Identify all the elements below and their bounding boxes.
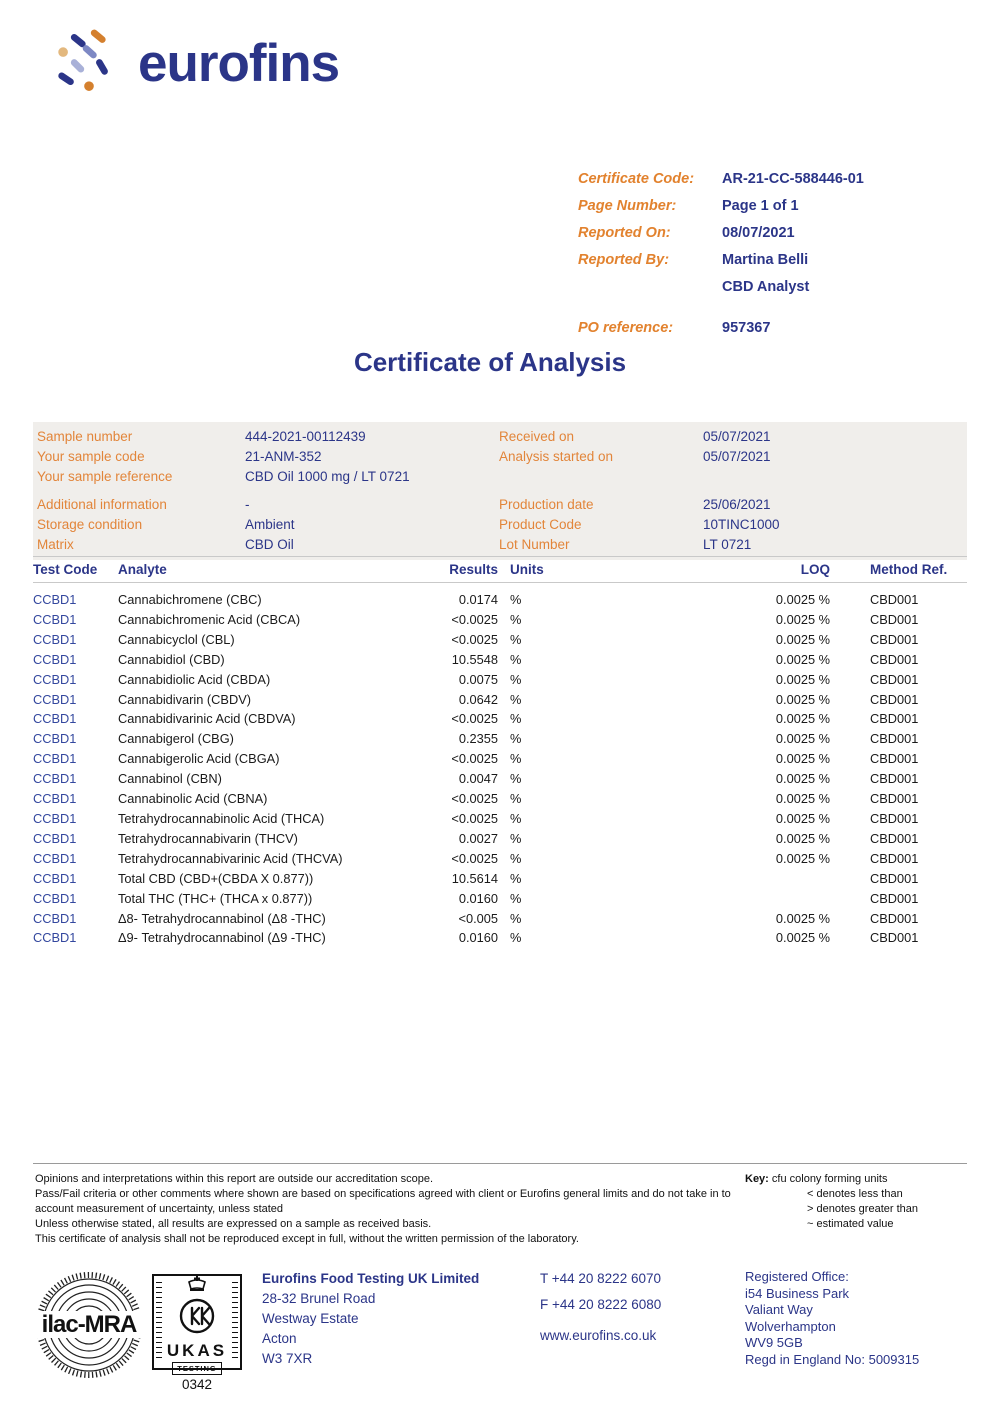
company-address-line: 28-32 Brunel Road xyxy=(262,1291,376,1306)
divider-line xyxy=(33,1163,967,1164)
cell-result: 0.0075 xyxy=(458,671,498,687)
cell-analyte: Tetrahydrocannabivarinic Acid (THCVA) xyxy=(118,850,343,866)
cell-test-code: CCBD1 xyxy=(33,830,77,846)
table-row xyxy=(33,769,967,789)
cell-units: % xyxy=(510,791,522,807)
table-row xyxy=(33,610,967,630)
disclaimer-line: Pass/Fail criteria or other comments where shown are based on specifications agreed with client or Eurofins general limits and do not take in to account measurement of uncertainty, unless stated xyxy=(35,1188,731,1215)
cell-loq: 0.0025 % xyxy=(775,611,830,627)
table-row xyxy=(33,650,967,670)
certificate-meta-row xyxy=(578,247,864,274)
disclaimer-line: Opinions and interpretations within this report are outside our accreditation scope. xyxy=(35,1173,434,1185)
cell-analyte: Cannabicyclol (CBL) xyxy=(118,631,235,647)
cell-result: 0.0027 xyxy=(458,830,498,846)
website-link[interactable]: www.eurofins.co.uk xyxy=(540,1328,657,1343)
info-value-left: 21-ANM-352 xyxy=(245,449,322,464)
header-test-code: Test Code xyxy=(33,562,98,577)
cell-result: <0.0025 xyxy=(451,751,498,767)
phone-number: T +44 20 8222 6070 xyxy=(540,1271,661,1286)
cell-loq xyxy=(543,889,830,909)
cell-units: % xyxy=(510,890,522,906)
cell-units: % xyxy=(510,711,522,727)
results-table-header xyxy=(33,556,967,583)
cell-units: % xyxy=(510,830,522,846)
info-value-right: LT 0721 xyxy=(703,537,752,552)
cell-test-code: CCBD1 xyxy=(33,810,77,826)
cell-analyte: Tetrahydrocannabivarin (THCV) xyxy=(118,830,298,846)
contact-info xyxy=(540,1271,661,1343)
cell-result: 0.0160 xyxy=(458,890,498,906)
info-label-left: Your sample reference xyxy=(37,469,173,484)
cell-analyte: Cannabidiol (CBD) xyxy=(118,651,225,667)
cell-result: 0.2355 xyxy=(458,731,498,747)
company-address xyxy=(262,1269,479,1369)
key-legend xyxy=(745,1172,918,1232)
cell-test-code: CCBD1 xyxy=(33,870,77,886)
cell-analyte: Cannabigerolic Acid (CBGA) xyxy=(118,751,280,767)
meta-label: Certificate Code: xyxy=(578,171,695,187)
cell-units: % xyxy=(510,611,522,627)
table-row xyxy=(33,690,967,710)
ukas-ruler-ticks-left xyxy=(156,1282,162,1362)
key-intro: cfu colony forming units xyxy=(771,1173,888,1185)
cell-result: 10.5614 xyxy=(451,870,498,886)
cell-analyte: Total CBD (CBD+(CBDA X 0.877)) xyxy=(118,870,314,886)
cell-method-ref: CBD001 xyxy=(870,771,919,787)
company-address-line: W3 7XR xyxy=(262,1351,313,1366)
sample-info-row xyxy=(33,535,967,555)
table-row xyxy=(33,909,967,929)
meta-value: 08/07/2021 xyxy=(722,225,795,241)
ukas-testing-mark xyxy=(152,1274,242,1392)
cell-units: % xyxy=(510,631,522,647)
ukas-number: 0342 xyxy=(181,1377,213,1392)
meta-value: AR-21-CC-588446-01 xyxy=(722,171,864,187)
cell-units: % xyxy=(510,810,522,826)
cell-loq: 0.0025 % xyxy=(775,731,830,747)
disclaimer-line: This certificate of analysis shall not be reproduced except in full, without the written permission of the laboratory. xyxy=(35,1233,579,1245)
info-value-left: CBD Oil 1000 mg / LT 0721 xyxy=(245,469,410,484)
info-value-right: 05/07/2021 xyxy=(703,449,771,464)
cell-units: % xyxy=(510,731,522,747)
cell-analyte: Cannabigerol (CBG) xyxy=(118,731,234,747)
cell-result: 0.0047 xyxy=(458,771,498,787)
key-item: < denotes less than xyxy=(807,1188,903,1200)
ukas-ruler-ticks-right xyxy=(232,1282,238,1362)
cell-result: <0.005 xyxy=(458,910,498,926)
cell-method-ref: CBD001 xyxy=(870,910,919,926)
info-value-right xyxy=(703,467,967,487)
table-row xyxy=(33,670,967,690)
cell-result: <0.0025 xyxy=(451,711,498,727)
cell-analyte: Δ9- Tetrahydrocannabinol (Δ9 -THC) xyxy=(118,930,326,946)
cell-analyte: Cannabidivarin (CBDV) xyxy=(118,691,251,707)
cell-loq: 0.0025 % xyxy=(775,592,830,607)
disclaimer-line: Unless otherwise stated, all results are expressed on a sample as received basis. xyxy=(35,1218,432,1230)
registered-office-line: Wolverhampton xyxy=(745,1318,836,1334)
header-results: Results xyxy=(449,562,498,577)
info-value-left: - xyxy=(245,497,250,512)
registered-office-line: Registered Office: xyxy=(745,1269,849,1284)
header-analyte: Analyte xyxy=(118,562,167,577)
po-reference-label: PO reference: xyxy=(578,320,674,336)
cell-method-ref: CBD001 xyxy=(870,711,919,727)
cell-method-ref: CBD001 xyxy=(870,830,919,846)
table-row xyxy=(33,749,967,769)
cell-method-ref: CBD001 xyxy=(870,731,919,747)
table-row xyxy=(33,889,967,909)
cell-method-ref: CBD001 xyxy=(870,592,919,607)
cell-result: <0.0025 xyxy=(451,810,498,826)
ukas-type: TESTING xyxy=(172,1362,222,1375)
cell-method-ref: CBD001 xyxy=(870,611,919,627)
cell-loq: 0.0025 % xyxy=(775,791,830,807)
fax-number: F +44 20 8222 6080 xyxy=(540,1297,662,1312)
sample-info-row xyxy=(33,495,967,515)
po-reference-row xyxy=(578,315,864,342)
info-value-right: 05/07/2021 xyxy=(703,429,771,444)
cell-test-code: CCBD1 xyxy=(33,631,77,647)
cell-units: % xyxy=(510,930,522,946)
sample-info-block-2 xyxy=(33,490,967,560)
ilac-mra-seal-icon xyxy=(33,1272,145,1383)
cell-test-code: CCBD1 xyxy=(33,771,77,787)
cell-test-code: CCBD1 xyxy=(33,791,77,807)
header-loq: LOQ xyxy=(800,562,830,577)
cell-loq: 0.0025 % xyxy=(775,671,830,687)
info-label-right xyxy=(495,467,703,487)
cell-units: % xyxy=(510,671,522,687)
table-row xyxy=(33,928,967,948)
cell-test-code: CCBD1 xyxy=(33,890,77,906)
cell-loq: 0.0025 % xyxy=(775,830,830,846)
cell-method-ref: CBD001 xyxy=(870,691,919,707)
meta-value: Page 1 of 1 xyxy=(722,198,799,214)
cell-analyte: Cannabichromene (CBC) xyxy=(118,592,262,607)
info-value-right: 10TINC1000 xyxy=(703,517,780,532)
key-item: ~ estimated value xyxy=(807,1218,894,1230)
cell-loq: 0.0025 % xyxy=(775,631,830,647)
meta-label: Reported On: xyxy=(578,225,671,241)
cell-units: % xyxy=(510,910,522,926)
cell-loq: 0.0025 % xyxy=(775,771,830,787)
cell-test-code: CCBD1 xyxy=(33,592,77,607)
company-address-line: Westway Estate xyxy=(262,1311,359,1326)
meta-label xyxy=(578,274,722,301)
info-value-right: 25/06/2021 xyxy=(703,497,771,512)
cell-loq: 0.0025 % xyxy=(775,910,830,926)
header-method-ref: Method Ref. xyxy=(870,562,948,577)
cell-method-ref: CBD001 xyxy=(870,810,919,826)
cell-analyte: Cannabinolic Acid (CBNA) xyxy=(118,791,268,807)
cell-units: % xyxy=(510,870,522,886)
table-row xyxy=(33,869,967,889)
registered-office-line: i54 Business Park xyxy=(745,1285,850,1301)
table-row xyxy=(33,829,967,849)
sample-info-row xyxy=(33,427,967,447)
company-name: Eurofins Food Testing UK Limited xyxy=(262,1271,480,1286)
cell-loq: 0.0025 % xyxy=(775,930,830,946)
certificate-meta-row xyxy=(578,274,864,301)
registered-office-line: Valiant Way xyxy=(745,1302,813,1317)
info-label-right: Product Code xyxy=(499,517,582,532)
table-row xyxy=(33,849,967,869)
cell-method-ref: CBD001 xyxy=(870,791,919,807)
table-row xyxy=(33,590,967,610)
info-label-left: Sample number xyxy=(37,429,133,444)
cell-test-code: CCBD1 xyxy=(33,751,77,767)
cell-method-ref: CBD001 xyxy=(870,930,919,946)
svg-text:ilac-MRA: ilac-MRA xyxy=(41,1311,137,1338)
cell-units: % xyxy=(510,691,522,707)
certificate-meta-row xyxy=(578,220,864,247)
cell-test-code: CCBD1 xyxy=(33,611,77,627)
info-label-right: Production date xyxy=(499,497,594,512)
cell-test-code: CCBD1 xyxy=(33,910,77,926)
cell-method-ref: CBD001 xyxy=(870,651,919,667)
cell-result: <0.0025 xyxy=(451,791,498,807)
crown-icon xyxy=(186,1276,208,1297)
company-address-line: Acton xyxy=(262,1331,297,1346)
brand-wordmark: eurofins xyxy=(138,34,340,93)
key-label: Key: xyxy=(745,1173,769,1185)
cell-analyte: Δ8- Tetrahydrocannabinol (Δ8 -THC) xyxy=(118,910,326,926)
meta-label: Page Number: xyxy=(578,198,677,214)
cell-units: % xyxy=(510,592,522,607)
cell-analyte: Tetrahydrocannabinolic Acid (THCA) xyxy=(118,810,325,826)
cell-method-ref: CBD001 xyxy=(870,751,919,767)
table-row xyxy=(33,729,967,749)
disclaimer-text xyxy=(35,1172,735,1247)
ukas-name: UKAS xyxy=(166,1341,228,1360)
cell-test-code: CCBD1 xyxy=(33,711,77,727)
meta-value: CBD Analyst xyxy=(722,279,810,295)
ukas-emblem-icon xyxy=(178,1297,216,1340)
cell-result: 10.5548 xyxy=(451,651,498,667)
sample-info-row xyxy=(33,467,967,487)
info-label-right: Lot Number xyxy=(499,537,570,552)
po-reference-value: 957367 xyxy=(722,320,771,336)
table-row xyxy=(33,709,967,729)
cell-result: <0.0025 xyxy=(451,631,498,647)
page-title: Certificate of Analysis xyxy=(353,347,627,377)
cell-units: % xyxy=(510,771,522,787)
registered-office-line: WV9 5GB xyxy=(745,1335,803,1350)
header-units: Units xyxy=(510,562,544,577)
table-row xyxy=(33,630,967,650)
cell-units: % xyxy=(510,751,522,767)
info-label-left: Storage condition xyxy=(37,517,143,532)
table-row xyxy=(33,809,967,829)
registered-office xyxy=(745,1269,919,1368)
info-value-left: CBD Oil xyxy=(245,537,294,552)
registered-office-line: Regd in England No: 5009315 xyxy=(745,1351,920,1367)
cell-test-code: CCBD1 xyxy=(33,671,77,687)
cell-result: <0.0025 xyxy=(451,850,498,866)
cell-analyte: Total THC (THC+ (THCA x 0.877)) xyxy=(118,890,313,906)
cell-units: % xyxy=(510,651,522,667)
cell-result: <0.0025 xyxy=(451,611,498,627)
key-item: > denotes greater than xyxy=(807,1203,918,1215)
info-label-left: Your sample code xyxy=(37,449,145,464)
eurofins-molecule-icon xyxy=(52,24,126,103)
cell-test-code: CCBD1 xyxy=(33,651,77,667)
info-label-right: Analysis started on xyxy=(499,449,614,464)
cell-analyte: Cannabidivarinic Acid (CBDVA) xyxy=(118,711,296,727)
cell-method-ref: CBD001 xyxy=(870,870,919,886)
cell-result: 0.0160 xyxy=(458,930,498,946)
cell-loq: 0.0025 % xyxy=(775,850,830,866)
info-label-left: Additional information xyxy=(37,497,167,512)
cell-method-ref: CBD001 xyxy=(870,890,919,906)
cell-test-code: CCBD1 xyxy=(33,930,77,946)
certificate-meta-row xyxy=(578,166,864,193)
meta-value: Martina Belli xyxy=(722,252,809,268)
table-row xyxy=(33,789,967,809)
cell-result: 0.0174 xyxy=(458,592,498,607)
cell-loq xyxy=(543,869,830,889)
cell-result: 0.0642 xyxy=(458,691,498,707)
cell-method-ref: CBD001 xyxy=(870,671,919,687)
info-label-right: Received on xyxy=(499,429,575,444)
cell-loq: 0.0025 % xyxy=(775,691,830,707)
ukas-box xyxy=(152,1274,242,1373)
sample-info-block-1 xyxy=(33,422,967,492)
meta-label: Reported By: xyxy=(578,252,670,268)
cell-test-code: CCBD1 xyxy=(33,731,77,747)
cell-loq: 0.0025 % xyxy=(775,711,830,727)
eurofins-logo xyxy=(52,24,339,103)
info-value-left: Ambient xyxy=(245,517,295,532)
certificate-meta-row xyxy=(578,193,864,220)
cell-analyte: Cannabinol (CBN) xyxy=(118,771,222,787)
cell-units: % xyxy=(510,850,522,866)
cell-loq: 0.0025 % xyxy=(775,751,830,767)
certificate-meta xyxy=(578,166,864,342)
cell-loq: 0.0025 % xyxy=(775,651,830,667)
cell-loq: 0.0025 % xyxy=(775,810,830,826)
results-table xyxy=(33,556,967,948)
cell-test-code: CCBD1 xyxy=(33,850,77,866)
cell-analyte: Cannabichromenic Acid (CBCA) xyxy=(118,611,301,627)
info-value-left: 444-2021-00112439 xyxy=(245,429,366,444)
cell-method-ref: CBD001 xyxy=(870,850,919,866)
sample-info-row xyxy=(33,447,967,467)
sample-info-row xyxy=(33,515,967,535)
cell-test-code: CCBD1 xyxy=(33,691,77,707)
cell-analyte: Cannabidiolic Acid (CBDA) xyxy=(118,671,271,687)
cell-method-ref: CBD001 xyxy=(870,631,919,647)
info-label-left: Matrix xyxy=(37,537,74,552)
